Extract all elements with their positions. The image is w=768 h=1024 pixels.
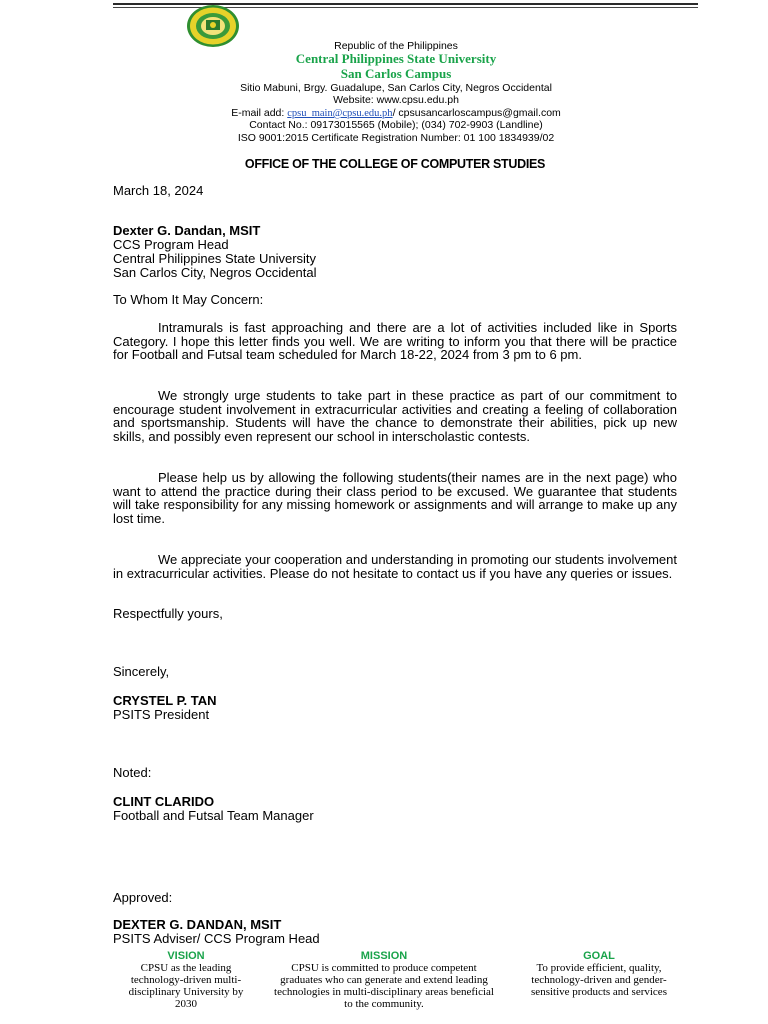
iso-line: ISO 9001:2015 Certificate Registration Number: 01 100 1834939/02 bbox=[237, 132, 555, 144]
signer-3-title: PSITS Adviser/ CCS Program Head bbox=[113, 931, 320, 946]
footer-goal bbox=[516, 950, 682, 998]
campus-name: San Carlos Campus bbox=[340, 66, 452, 81]
email-label: E-mail add: bbox=[231, 107, 288, 119]
paragraph-4: We appreciate your cooperation and understanding in promoting our students involvement in extracurricular activities. Please do not hesitate to contact us if you have any queries or issues. bbox=[113, 552, 677, 581]
university-name: Central Philippines State University bbox=[295, 51, 497, 66]
vision-title: VISION bbox=[167, 950, 205, 962]
closing: Respectfully yours, bbox=[113, 606, 223, 621]
approved-label: Approved: bbox=[113, 890, 173, 905]
mission-title: MISSION bbox=[360, 950, 408, 962]
signer-1-title: PSITS President bbox=[113, 707, 210, 722]
footer-mission bbox=[274, 950, 494, 1010]
contact-line: Contact No.: 09173015565 (Mobile); (034) 702-9903 (Landline) bbox=[249, 119, 543, 131]
recipient-name: Dexter G. Dandan, MSIT bbox=[113, 223, 261, 238]
signer-3-name: DEXTER G. DANDAN, MSIT bbox=[113, 917, 282, 932]
salutation: To Whom It May Concern: bbox=[113, 292, 264, 307]
sincerely: Sincerely, bbox=[113, 664, 170, 679]
signer-1-name: CRYSTEL P. TAN bbox=[113, 693, 217, 708]
email-rest: / cpsusancarloscampus@gmail.com bbox=[392, 107, 561, 119]
goal-title: GOAL bbox=[583, 950, 615, 962]
address-line: Sitio Mabuni, Brgy. Guadalupe, San Carlos City, Negros Occidental bbox=[240, 82, 552, 94]
email-link[interactable]: cpsu_main@cpsu.edu.ph bbox=[287, 108, 393, 119]
letter-date: March 18, 2024 bbox=[113, 183, 204, 198]
office-title: OFFICE OF THE COLLEGE OF COMPUTER STUDIES bbox=[244, 157, 546, 171]
signer-2-name: CLINT CLARIDO bbox=[113, 794, 215, 809]
goal-text: To provide efficient, quality, technology-driven and gender-sensitive products and services bbox=[531, 962, 667, 998]
paragraph-1: Intramurals is fast approaching and there are a lot of activities included like in Sports Category. I hope this letter finds you well. We are writing to inform you that there will be practice for Football and Futsal team scheduled for March 18-22, 2024 from 3 pm to 6 pm. bbox=[113, 320, 677, 362]
recipient-title: CCS Program Head bbox=[113, 237, 229, 252]
signer-2-title: Football and Futsal Team Manager bbox=[113, 808, 314, 823]
recipient-org: Central Philippines State University bbox=[113, 251, 317, 266]
republic-line: Republic of the Philippines bbox=[334, 40, 458, 52]
recipient-city: San Carlos City, Negros Occidental bbox=[113, 265, 317, 280]
paragraph-3: Please help us by allowing the following students(their names are in the next page) who want to attend the practice during their class period to be excused. We guarantee that students will take responsibility for any missing homework or assignments and will arrange to make up any lost time. bbox=[113, 470, 677, 526]
mission-text: CPSU is committed to produce competent graduates who can generate and extend leading technologies in multi-disciplinary areas beneficial to the community. bbox=[274, 962, 494, 1010]
footer-vision bbox=[118, 950, 254, 1010]
paragraph-2: We strongly urge students to take part in these practice as part of our commitment to encourage student involvement in extracurricular activities and creating a feeling of collaboration and sportsmanship. Students will have the chance to demonstrate their abilities, pick up new skills, and possibly even represent our school in interscholastic contests. bbox=[113, 388, 677, 444]
website-line: Website: www.cpsu.edu.ph bbox=[333, 94, 459, 106]
vision-text: CPSU as the leading technology-driven multi-disciplinary University by 2030 bbox=[128, 962, 244, 1010]
noted-label: Noted: bbox=[113, 765, 152, 780]
